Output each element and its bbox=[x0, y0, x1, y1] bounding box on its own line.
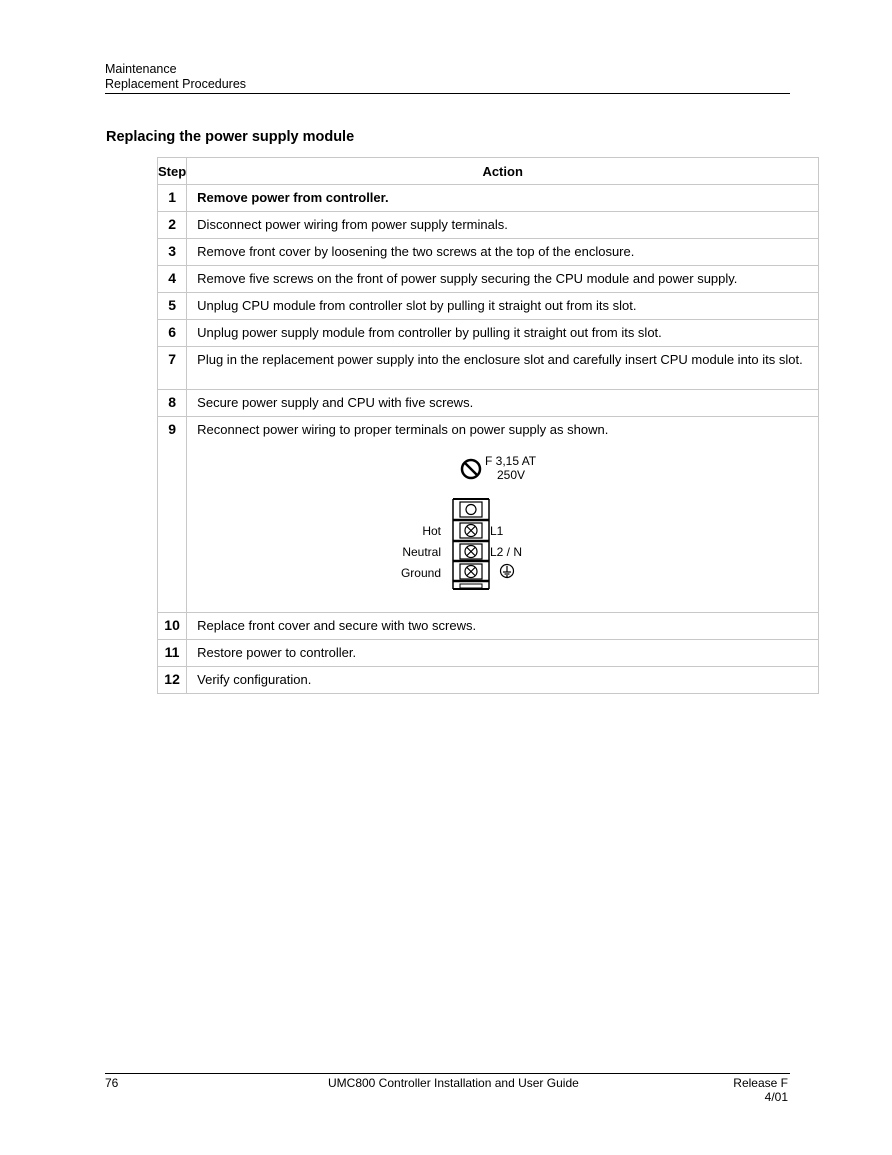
table-row bbox=[158, 239, 819, 266]
footer-page-number: 76 bbox=[105, 1076, 119, 1090]
step-number: 3 bbox=[158, 239, 187, 266]
header-rule bbox=[105, 93, 790, 94]
step-number: 10 bbox=[158, 613, 187, 640]
table-row bbox=[158, 212, 819, 239]
fuse-voltage-label: 250V bbox=[497, 468, 526, 482]
step-number: 8 bbox=[158, 390, 187, 417]
step-action: Secure power supply and CPU with five screws. bbox=[187, 390, 819, 417]
ground-label: Ground bbox=[401, 566, 442, 580]
footer-rule bbox=[105, 1073, 790, 1074]
fuse-rating-label: F 3,15 AT bbox=[485, 454, 537, 468]
table-row bbox=[158, 417, 819, 613]
step-action: Plug in the replacement power supply into the enclosure slot and carefully insert CPU module into its slot. bbox=[187, 347, 819, 390]
step-action: Reconnect power wiring to proper terminals on power supply as shown. bbox=[197, 422, 609, 437]
ground-icon bbox=[501, 565, 514, 578]
step-number: 2 bbox=[158, 212, 187, 239]
table-header-row bbox=[158, 158, 819, 185]
section-title: Replacing the power supply module bbox=[106, 129, 355, 145]
step-number: 5 bbox=[158, 293, 187, 320]
footer-release bbox=[733, 1076, 788, 1104]
table-row bbox=[158, 667, 819, 694]
terminal-wiring-diagram bbox=[197, 443, 808, 603]
step-action: Disconnect power wiring from power supply terminals. bbox=[187, 212, 819, 239]
table-row bbox=[158, 293, 819, 320]
step-number: 11 bbox=[158, 640, 187, 667]
step-action: Remove power from controller. bbox=[187, 185, 819, 212]
hot-label: Hot bbox=[422, 524, 442, 538]
step-action: Restore power to controller. bbox=[187, 640, 819, 667]
terminal-block bbox=[453, 499, 489, 589]
table-row bbox=[158, 390, 819, 417]
step-action: Unplug power supply module from controller by pulling it straight out from its slot. bbox=[187, 320, 819, 347]
table-row bbox=[158, 640, 819, 667]
step-action: Remove front cover by loosening the two screws at the top of the enclosure. bbox=[187, 239, 819, 266]
footer-doc-title: UMC800 Controller Installation and User Guide bbox=[328, 1076, 579, 1090]
step-number: 1 bbox=[158, 185, 187, 212]
step-number: 6 bbox=[158, 320, 187, 347]
step-number: 7 bbox=[158, 347, 187, 390]
terminal-l1-label: L1 bbox=[490, 524, 504, 538]
procedure-table bbox=[157, 157, 819, 694]
fuse-icon bbox=[462, 460, 480, 478]
step-number: 12 bbox=[158, 667, 187, 694]
step-action-with-diagram bbox=[187, 417, 819, 613]
step-number: 4 bbox=[158, 266, 187, 293]
table-row bbox=[158, 266, 819, 293]
table-row bbox=[158, 185, 819, 212]
step-number: 9 bbox=[158, 417, 187, 613]
page-header bbox=[105, 62, 790, 92]
header-subsection: Replacement Procedures bbox=[105, 77, 247, 91]
step-action: Replace front cover and secure with two screws. bbox=[187, 613, 819, 640]
footer-date: 4/01 bbox=[764, 1090, 788, 1104]
footer-release-label: Release F bbox=[733, 1076, 788, 1090]
step-action: Unplug CPU module from controller slot by pulling it straight out from its slot. bbox=[187, 293, 819, 320]
step-action: Remove five screws on the front of power supply securing the CPU module and power supply. bbox=[187, 266, 819, 293]
terminal-block-svg bbox=[197, 443, 808, 603]
table-row bbox=[158, 347, 819, 390]
step-action: Verify configuration. bbox=[187, 667, 819, 694]
header-section: Maintenance bbox=[105, 62, 177, 76]
terminal-l2n-label: L2 / N bbox=[490, 545, 523, 559]
column-header-step: Step bbox=[158, 158, 187, 185]
table-row bbox=[158, 613, 819, 640]
column-header-action: Action bbox=[187, 158, 819, 185]
table-row bbox=[158, 320, 819, 347]
neutral-label: Neutral bbox=[402, 545, 442, 559]
